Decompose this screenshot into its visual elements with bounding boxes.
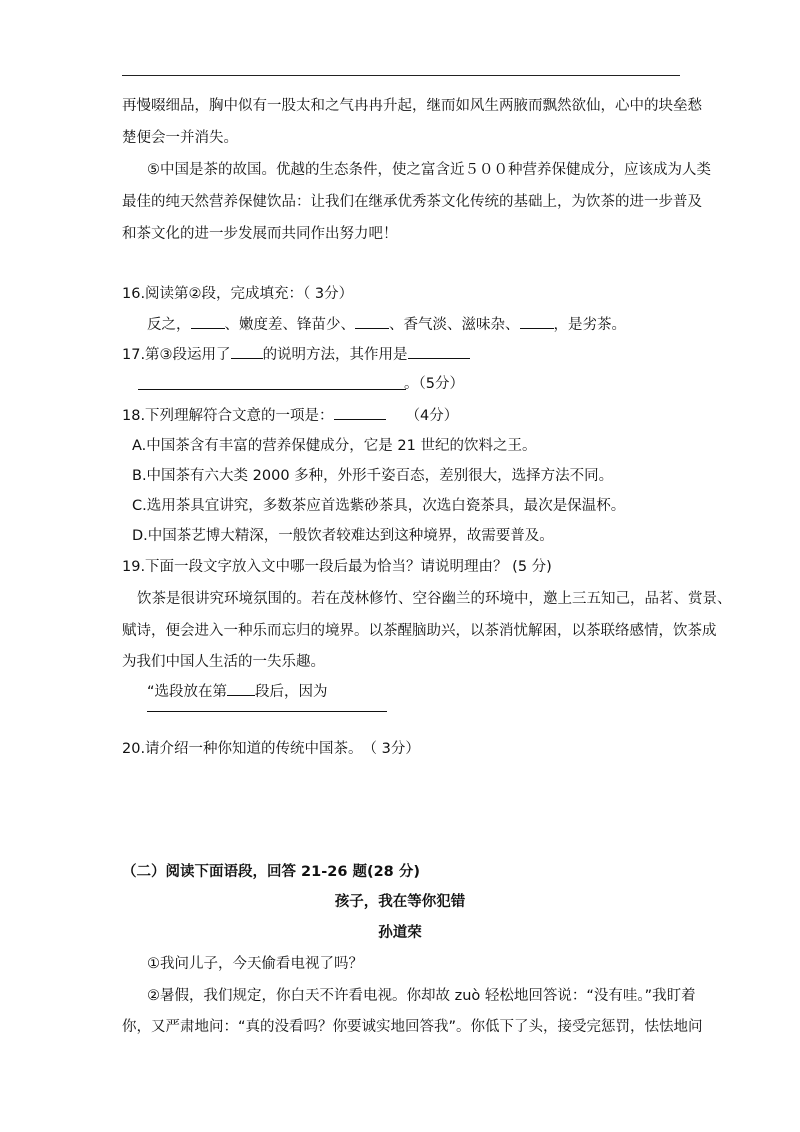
passage-line: 楚便会一并消失。 [122,130,238,146]
stem-text: （4分） [405,408,459,424]
answer-text: 段后，因为 [255,684,328,700]
question-17-end: 。（5分） [404,376,464,392]
answer-text: “选段放在第 [147,684,228,700]
answer-blank[interactable] [520,314,554,329]
answer-blank[interactable] [231,344,263,359]
fill-text: 、香气淡、滋味杂、 [389,317,520,333]
article-paragraph-2-cont: 你，又严肃地问：“真的没看吗？你要诚实地回答我”。你低下了头，接受完惩罚，怯怯地问 [122,1019,703,1035]
question-19-answer [147,681,328,702]
answer-blank[interactable] [334,405,386,420]
passage-line: 再慢啜细品，胸中似有一股太和之气冉冉升起，继而如风生两腋而飘然欲仙，心中的块垒愁 [122,98,702,114]
question-18-stem [122,405,458,426]
question-20-stem: 20.请介绍一种你知道的传统中国茶。 （ 3分） [122,741,420,757]
fill-text: 、嫩度差、锋苗少、 [224,317,355,333]
fill-text: 反之， [147,317,191,333]
option-c: C.选用茶具宜讲究，多数茶应首选紫砂茶具，次选白瓷茶具，最次是保温杯。 [132,498,626,514]
answer-line[interactable] [138,389,406,390]
stem-text: 18.下列理解符合文意的一项是： [122,408,334,424]
answer-blank[interactable] [408,344,470,359]
article-author: 孙道荣 [378,925,422,941]
question-17-stem [122,344,470,365]
fill-text: ，是劣茶。 [553,317,626,333]
stem-text: 17.第③段运用了 [122,347,231,363]
answer-blank[interactable] [227,681,255,696]
article-paragraph-2: ②暑假，我们规定，你白天不许看电视。你却故 zuò 轻松地回答说：“没有哇。”我盯着 [147,988,696,1004]
question-16-stem: 16.阅读第②段，完成填充：（ 3分） [122,286,354,302]
quoted-passage-line: 为我们中国人生活的一失乐趣。 [122,654,325,670]
stem-text: 的说明方法，其作用是 [262,347,408,363]
quoted-passage-line: 赋诗，便会进入一种乐而忘归的境界。以茶醒脑助兴，以茶消忧解困，以茶联络感情，饮茶成 [122,623,717,639]
section-heading: （二）阅读下面语段，回答 21-26 题(28 分) [122,864,420,880]
answer-blank[interactable] [191,314,225,329]
passage-line: 和茶文化的进一步发展而共同作出努力吧！ [122,226,398,242]
answer-line[interactable] [147,711,387,712]
header-rule [122,75,680,76]
article-paragraph-1: ①我问儿子，今天偷看电视了吗？ [147,956,363,972]
option-a: A.中国茶含有丰富的营养保健成分，它是 21 世纪的饮料之王。 [132,438,537,454]
question-16-fill [147,314,626,335]
option-d: D.中国茶艺博大精深，一般饮者较难达到这种境界，故需要普及。 [132,528,554,544]
passage-paragraph-5: ⑤中国是茶的故国。优越的生态条件，使之富含近５００种营养保健成分，应该成为人类 [147,162,711,178]
quoted-passage-line: 饮茶是很讲究环境氛围的。若在茂林修竹、空谷幽兰的环境中，邀上三五知己，品茗、赏景、 [137,591,732,607]
answer-blank[interactable] [355,314,389,329]
article-title: 孩子，我在等你犯错 [334,894,466,910]
passage-line: 最佳的纯天然营养保健饮品：让我们在继承优秀茶文化传统的基础上，为饮茶的进一步普及 [122,194,702,210]
option-b: B.中国茶有六大类 2000 多种，外形千姿百态，差别很大，选择方法不同。 [132,468,614,484]
question-19-stem: 19.下面一段文字放入文中哪一段后最为恰当？请说明理由？ (5 分) [122,559,552,575]
